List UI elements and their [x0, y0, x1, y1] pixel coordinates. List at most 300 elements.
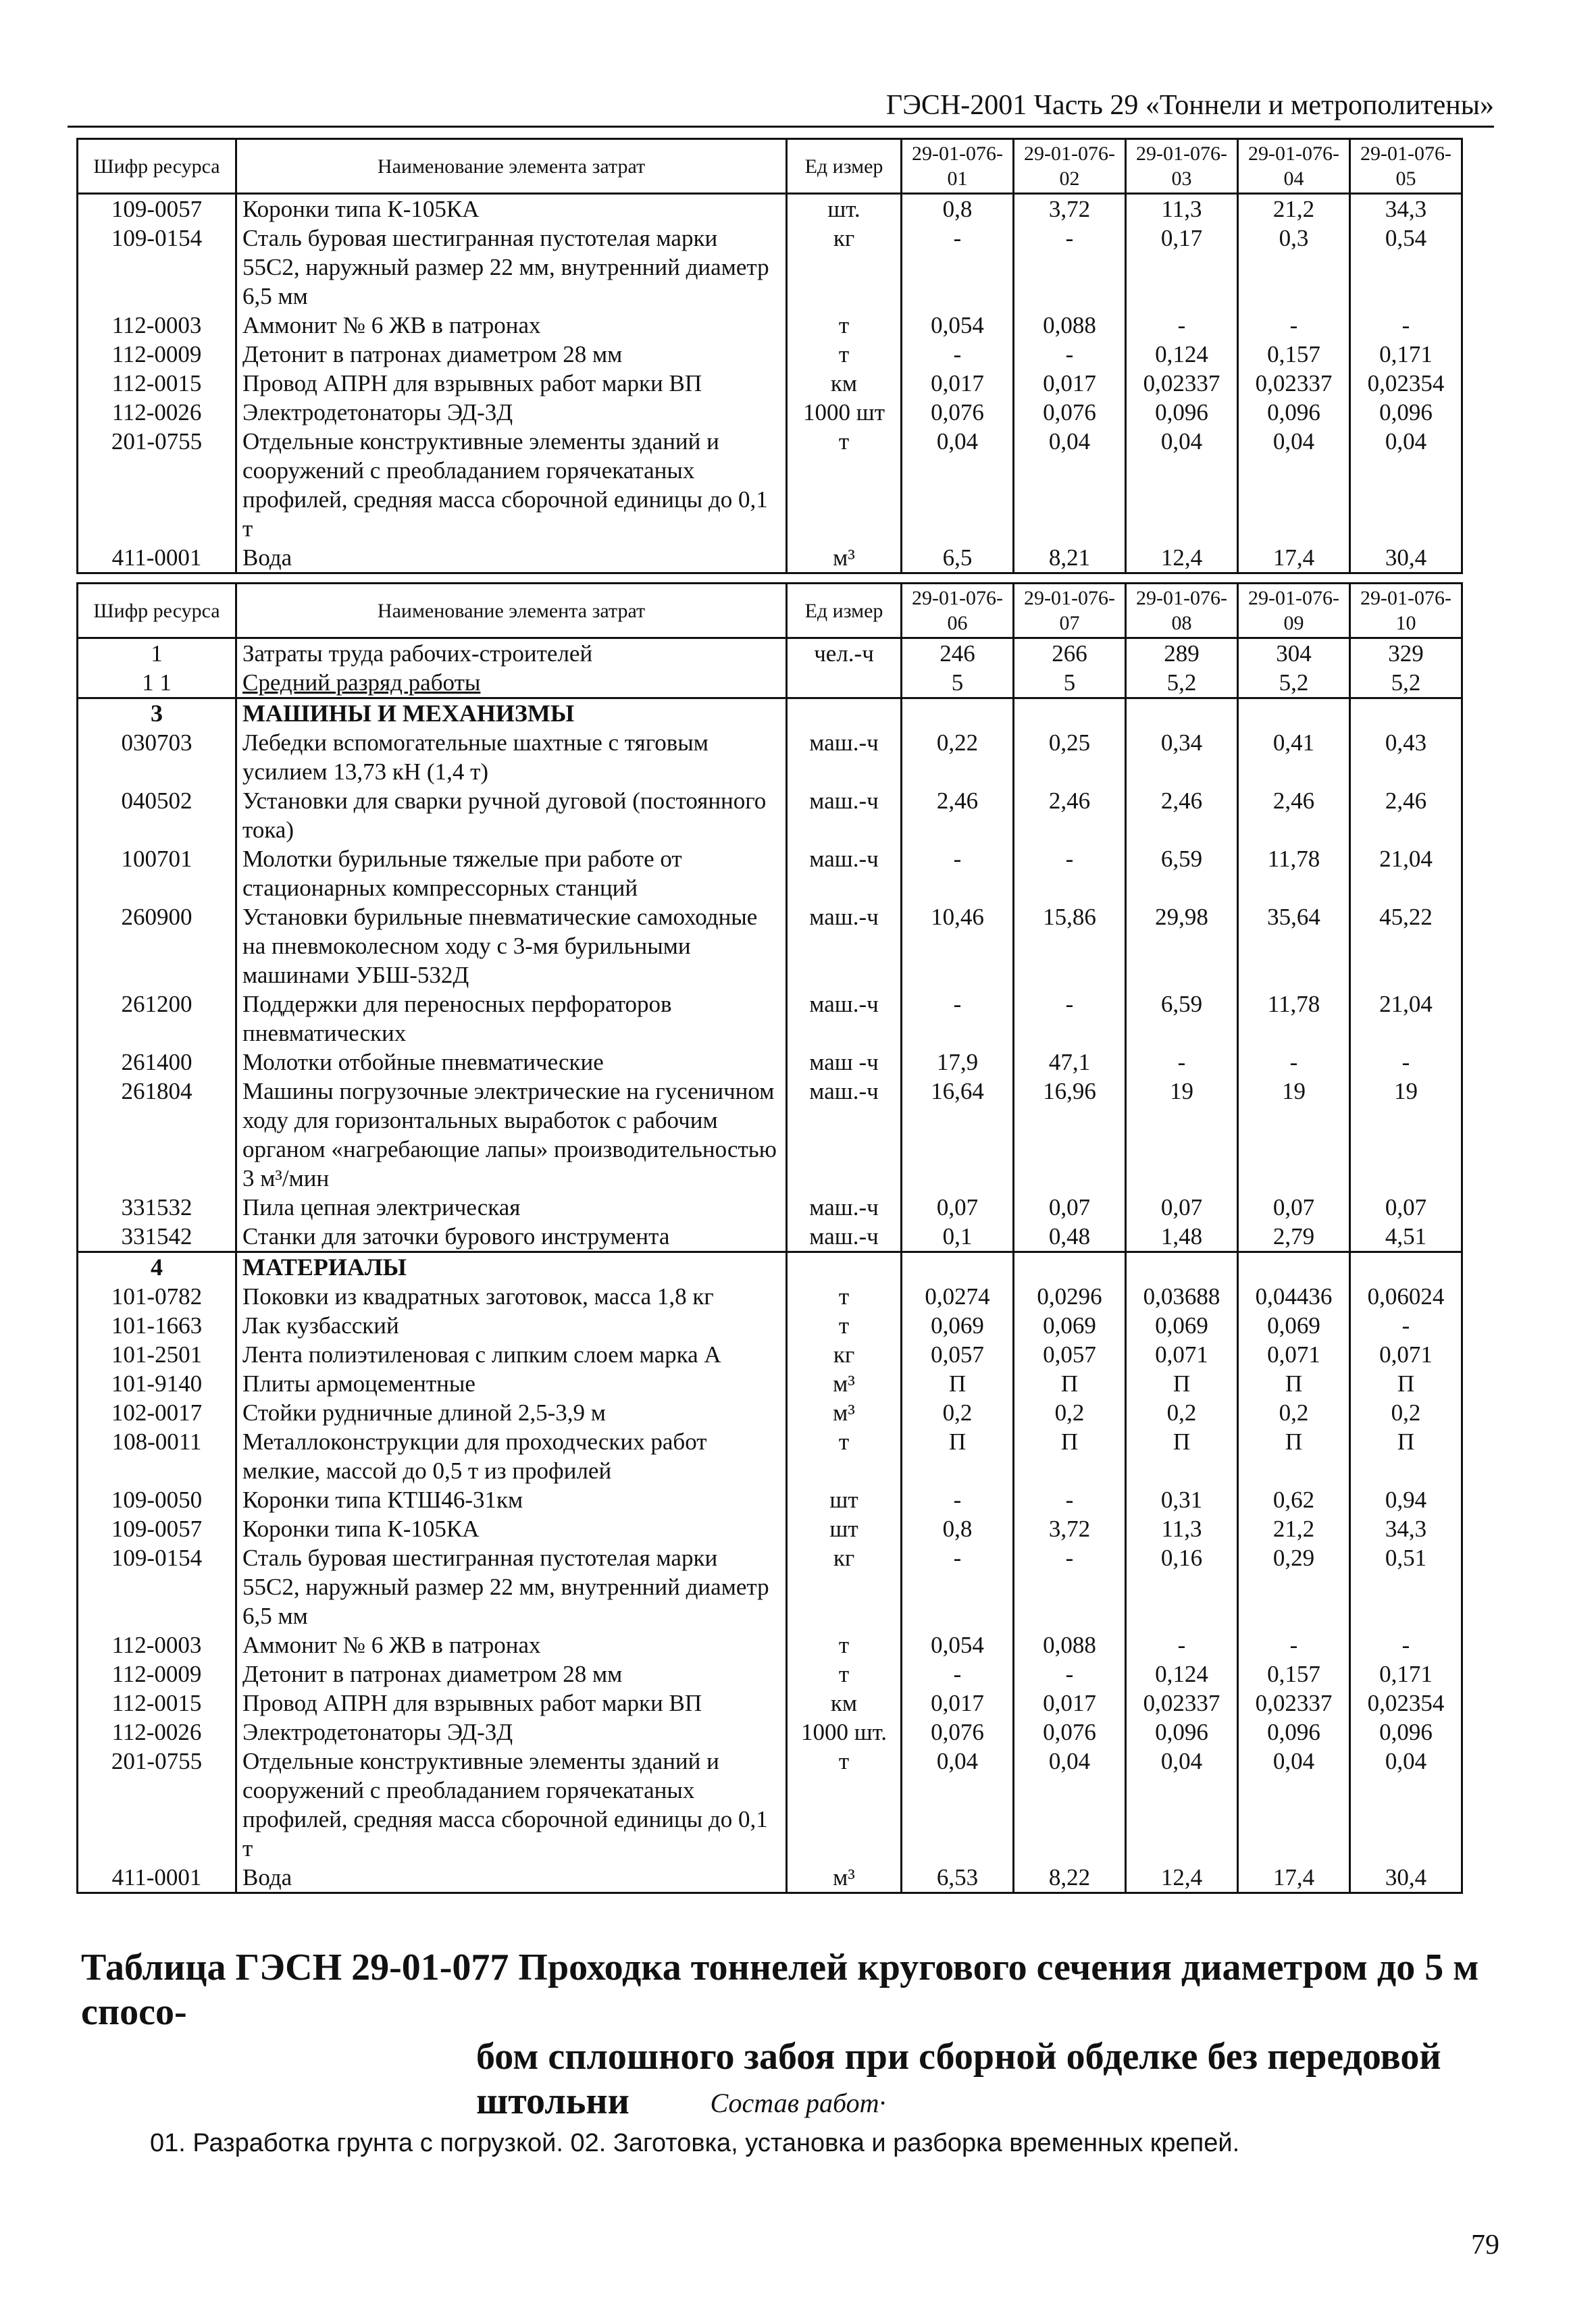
- table-row: [78, 1222, 1462, 1252]
- norm-value: 0,48: [1014, 1222, 1126, 1252]
- header-rule: [68, 126, 1494, 128]
- norm-value: 0,076: [1014, 1718, 1126, 1747]
- column-header: 29-01-076-02: [1014, 139, 1126, 194]
- norm-value: 6,59: [1126, 844, 1238, 902]
- norm-value: 0,069: [1014, 1311, 1126, 1340]
- empty-cell: [1014, 698, 1126, 729]
- norm-value: П: [902, 1427, 1014, 1485]
- resource-code: 112-0009: [78, 1660, 236, 1689]
- section-title: МАШИНЫ И МЕХАНИЗМЫ: [236, 698, 787, 729]
- resource-code: 261804: [78, 1077, 236, 1193]
- resource-name: Установки для сварки ручной дуговой (постоянного тока): [236, 786, 787, 844]
- norm-value: 0,3: [1238, 224, 1350, 311]
- empty-cell: [902, 698, 1014, 729]
- norm-value: 0,069: [1126, 1311, 1238, 1340]
- norm-value: 19: [1350, 1077, 1462, 1193]
- norm-value: П: [1238, 1369, 1350, 1398]
- column-header: 29-01-076-07: [1014, 584, 1126, 638]
- resource-code: 201-0755: [78, 427, 236, 543]
- norm-value: 0,2: [1126, 1398, 1238, 1427]
- norm-value: 0,03688: [1126, 1282, 1238, 1311]
- norm-value: 19: [1126, 1077, 1238, 1193]
- resource-code: 1 1: [78, 668, 236, 698]
- unit: маш.-ч: [787, 786, 902, 844]
- column-header: 29-01-076-01: [902, 139, 1014, 194]
- norm-value: П: [1014, 1369, 1126, 1398]
- column-header: 29-01-076-09: [1238, 584, 1350, 638]
- section-title: МАТЕРИАЛЫ: [236, 1252, 787, 1283]
- norm-value: 17,9: [902, 1048, 1014, 1077]
- resource-code: 108-0011: [78, 1427, 236, 1485]
- table-row: [78, 194, 1462, 224]
- table-row: [78, 543, 1462, 573]
- norm-value: 0,069: [902, 1311, 1014, 1340]
- resource-code: 101-1663: [78, 1311, 236, 1340]
- unit: м³: [787, 1398, 902, 1427]
- norm-value: 16,64: [902, 1077, 1014, 1193]
- resource-name: Отдельные конструктивные элементы зданий и сооружений с преобладанием горячекатаных профилей, средняя масса сборочной единицы до 0,1 т: [236, 1747, 787, 1863]
- table-row: [78, 1485, 1462, 1514]
- table-row: [78, 1863, 1462, 1893]
- norm-value: 6,59: [1126, 989, 1238, 1048]
- resource-code: 201-0755: [78, 1747, 236, 1863]
- norm-value: 45,22: [1350, 902, 1462, 989]
- resource-name: Детонит в патронах диаметром 28 мм: [236, 340, 787, 369]
- unit: м³: [787, 1863, 902, 1893]
- norm-value: 12,4: [1126, 543, 1238, 573]
- table-header-row: [78, 584, 1462, 638]
- norm-value: 0,096: [1350, 1718, 1462, 1747]
- table-row: [78, 340, 1462, 369]
- norm-value: 21,2: [1238, 194, 1350, 224]
- resource-table-076-01-05: [76, 138, 1463, 574]
- resource-name: Лента полиэтиленовая с липким слоем марка А: [236, 1340, 787, 1369]
- norm-value: 3,72: [1014, 1514, 1126, 1543]
- norm-value: 0,017: [902, 369, 1014, 398]
- norm-value: 0,054: [902, 1630, 1014, 1660]
- resource-name: Детонит в патронах диаметром 28 мм: [236, 1660, 787, 1689]
- norm-value: 0,096: [1238, 398, 1350, 427]
- unit: маш.-ч: [787, 728, 902, 786]
- resource-code: 260900: [78, 902, 236, 989]
- unit: маш.-ч: [787, 1077, 902, 1193]
- norm-value: 0,04: [902, 1747, 1014, 1863]
- unit: км: [787, 1689, 902, 1718]
- norm-value: 3,72: [1014, 194, 1126, 224]
- norm-value: 0,096: [1350, 398, 1462, 427]
- column-header: 29-01-076-10: [1350, 584, 1462, 638]
- norm-value: 8,22: [1014, 1863, 1126, 1893]
- resource-code: 112-0026: [78, 1718, 236, 1747]
- norm-value: 0,02337: [1238, 369, 1350, 398]
- unit: т: [787, 311, 902, 340]
- empty-cell: [902, 1252, 1014, 1283]
- norm-value: 0,157: [1238, 340, 1350, 369]
- resource-code: 411-0001: [78, 1863, 236, 1893]
- unit: т: [787, 427, 902, 543]
- table-row: [78, 369, 1462, 398]
- resource-name: Машины погрузочные электрические на гусеничном ходу для горизонтальных выработок с рабочим органом «нагребающие лапы» производительностью 3 м³/мин: [236, 1077, 787, 1193]
- empty-cell: [1126, 698, 1238, 729]
- resource-name: Коронки типа КТШ46-31км: [236, 1485, 787, 1514]
- table-row: [78, 1398, 1462, 1427]
- norm-value: 0,124: [1126, 1660, 1238, 1689]
- norm-value: 1,48: [1126, 1222, 1238, 1252]
- table-row: [78, 668, 1462, 698]
- unit: чел.-ч: [787, 638, 902, 669]
- norm-value: 34,3: [1350, 1514, 1462, 1543]
- norm-value: 0,04: [1014, 427, 1126, 543]
- norm-value: 304: [1238, 638, 1350, 669]
- norm-value: 0,2: [1014, 1398, 1126, 1427]
- norm-value: 12,4: [1126, 1863, 1238, 1893]
- resource-code: 112-0003: [78, 311, 236, 340]
- composition-title: Состав работ·: [710, 2088, 886, 2118]
- empty-cell: [1238, 1252, 1350, 1283]
- unit: маш.-ч: [787, 844, 902, 902]
- norm-value: 0,43: [1350, 728, 1462, 786]
- norm-value: 0,04: [1350, 427, 1462, 543]
- norm-value: -: [1014, 1660, 1126, 1689]
- norm-value: -: [1014, 1485, 1126, 1514]
- unit: т: [787, 1311, 902, 1340]
- norm-value: -: [1350, 1311, 1462, 1340]
- resource-code: 109-0057: [78, 194, 236, 224]
- table-row: [78, 1369, 1462, 1398]
- resource-code: 040502: [78, 786, 236, 844]
- norm-value: -: [1126, 1048, 1238, 1077]
- norm-value: П: [902, 1369, 1014, 1398]
- norm-value: 0,096: [1126, 1718, 1238, 1747]
- resource-name: Средний разряд работы: [236, 668, 787, 698]
- norm-value: 5,2: [1350, 668, 1462, 698]
- table-row: [78, 398, 1462, 427]
- section-row: [78, 698, 1462, 729]
- norm-value: 5: [902, 668, 1014, 698]
- unit: шт: [787, 1514, 902, 1543]
- norm-value: 0,41: [1238, 728, 1350, 786]
- resource-name: Затраты труда рабочих-строителей: [236, 638, 787, 669]
- norm-value: П: [1350, 1369, 1462, 1398]
- resource-code: 101-2501: [78, 1340, 236, 1369]
- resource-code: 331542: [78, 1222, 236, 1252]
- resource-code: 112-0003: [78, 1630, 236, 1660]
- column-header: 29-01-076-06: [902, 584, 1014, 638]
- table-row: [78, 1718, 1462, 1747]
- column-header: Ед измер: [787, 139, 902, 194]
- resource-code: 112-0015: [78, 369, 236, 398]
- column-header: Шифр ресурса: [78, 139, 236, 194]
- norm-value: 0,096: [1238, 1718, 1350, 1747]
- table-header-row: [78, 139, 1462, 194]
- norm-value: 10,46: [902, 902, 1014, 989]
- resource-name: Сталь буровая шестигранная пустотелая марки 55С2, наружный размер 22 мм, внутренний диаметр 6,5 мм: [236, 224, 787, 311]
- resource-name: Лак кузбасский: [236, 1311, 787, 1340]
- norm-value: 0,07: [1350, 1193, 1462, 1222]
- norm-value: 11,78: [1238, 989, 1350, 1048]
- norm-value: 2,46: [902, 786, 1014, 844]
- norm-value: 0,04: [1350, 1747, 1462, 1863]
- unit: маш.-ч: [787, 989, 902, 1048]
- section-row: [78, 1252, 1462, 1283]
- norm-value: 0,054: [902, 311, 1014, 340]
- norm-value: 11,3: [1126, 194, 1238, 224]
- norm-value: -: [1014, 1543, 1126, 1630]
- resource-name: Коронки типа К-105КА: [236, 1514, 787, 1543]
- norm-value: -: [902, 1543, 1014, 1630]
- page-number: 79: [1471, 2230, 1499, 2261]
- norm-value: 0,2: [1238, 1398, 1350, 1427]
- resource-code: 109-0154: [78, 224, 236, 311]
- norm-value: 0,071: [1126, 1340, 1238, 1369]
- norm-value: 0,076: [1014, 398, 1126, 427]
- norm-value: 0,157: [1238, 1660, 1350, 1689]
- table-row: [78, 224, 1462, 311]
- resource-name: Отдельные конструктивные элементы зданий и сооружений с преобладанием горячекатаных профилей, средняя масса сборочной единицы до 0,1 т: [236, 427, 787, 543]
- norm-value: -: [902, 844, 1014, 902]
- resource-name: Поковки из квадратных заготовок, масса 1,8 кг: [236, 1282, 787, 1311]
- norm-value: 329: [1350, 638, 1462, 669]
- table-row: [78, 1689, 1462, 1718]
- unit: м³: [787, 1369, 902, 1398]
- empty-cell: [1126, 1252, 1238, 1283]
- table-row: [78, 1514, 1462, 1543]
- unit: т: [787, 1282, 902, 1311]
- norm-value: 0,8: [902, 1514, 1014, 1543]
- resource-code: 101-9140: [78, 1369, 236, 1398]
- empty-cell: [1238, 698, 1350, 729]
- resource-code: 102-0017: [78, 1398, 236, 1427]
- norm-value: -: [1014, 989, 1126, 1048]
- norm-value: 0,071: [1350, 1340, 1462, 1369]
- norm-value: 11,78: [1238, 844, 1350, 902]
- unit: т: [787, 1630, 902, 1660]
- norm-value: -: [1238, 1048, 1350, 1077]
- norm-value: -: [1238, 1630, 1350, 1660]
- unit: км: [787, 369, 902, 398]
- norm-value: 0,096: [1126, 398, 1238, 427]
- norm-value: -: [1014, 340, 1126, 369]
- norm-value: П: [1350, 1427, 1462, 1485]
- norm-value: 0,2: [1350, 1398, 1462, 1427]
- unit: кг: [787, 224, 902, 311]
- composition-text: 01. Разработка грунта с погрузкой. 02. Заготовка, установка и разборка временных крепей.: [150, 2129, 1240, 2157]
- table-row: [78, 1747, 1462, 1863]
- resource-name: Стойки рудничные длиной 2,5-3,9 м: [236, 1398, 787, 1427]
- table-row: [78, 1282, 1462, 1311]
- resource-name: Электродетонаторы ЭД-3Д: [236, 398, 787, 427]
- table-row: [78, 1193, 1462, 1222]
- resource-name: Металлоконструкции для проходческих работ мелкие, массой до 0,5 т из профилей: [236, 1427, 787, 1485]
- norm-value: 0,25: [1014, 728, 1126, 786]
- norm-value: 21,04: [1350, 989, 1462, 1048]
- norm-value: -: [1350, 1630, 1462, 1660]
- table-title-line: штольни: [476, 2080, 629, 2122]
- unit: маш -ч: [787, 1048, 902, 1077]
- table-row: [78, 989, 1462, 1048]
- norm-value: 246: [902, 638, 1014, 669]
- norm-value: 0,02354: [1350, 1689, 1462, 1718]
- norm-value: 0,1: [902, 1222, 1014, 1252]
- resource-name: Коронки типа К-105КА: [236, 194, 787, 224]
- norm-value: 0,088: [1014, 311, 1126, 340]
- norm-value: 0,088: [1014, 1630, 1126, 1660]
- resource-code: 261200: [78, 989, 236, 1048]
- unit: 1000 шт.: [787, 1718, 902, 1747]
- resource-name: Пила цепная электрическая: [236, 1193, 787, 1222]
- resource-code: 109-0154: [78, 1543, 236, 1630]
- unit: т: [787, 1747, 902, 1863]
- norm-value: 34,3: [1350, 194, 1462, 224]
- empty-cell: [1350, 698, 1462, 729]
- table-row: [78, 1340, 1462, 1369]
- empty-cell: [787, 698, 902, 729]
- norm-value: 8,21: [1014, 543, 1126, 573]
- norm-value: 2,46: [1238, 786, 1350, 844]
- norm-value: 5: [1014, 668, 1126, 698]
- norm-value: 0,04: [902, 427, 1014, 543]
- table-title-line: Таблица ГЭСН 29-01-077 Проходка тоннелей кругового сечения диаметром до 5 м спосо-: [81, 1947, 1479, 2033]
- norm-value: 0,04: [1238, 427, 1350, 543]
- norm-value: 0,04: [1126, 1747, 1238, 1863]
- norm-value: 2,79: [1238, 1222, 1350, 1252]
- norm-value: -: [1126, 1630, 1238, 1660]
- unit: т: [787, 1660, 902, 1689]
- table-row: [78, 1543, 1462, 1630]
- norm-value: 0,16: [1126, 1543, 1238, 1630]
- table-row: [78, 844, 1462, 902]
- norm-value: П: [1238, 1427, 1350, 1485]
- column-header: Шифр ресурса: [78, 584, 236, 638]
- column-header: Ед измер: [787, 584, 902, 638]
- resource-code: 101-0782: [78, 1282, 236, 1311]
- norm-value: 0,07: [1126, 1193, 1238, 1222]
- resource-name: Провод АПРН для взрывных работ марки ВП: [236, 369, 787, 398]
- unit: маш.-ч: [787, 1222, 902, 1252]
- table-title-line: бом сплошного забоя при сборной обделке без передовой: [476, 2036, 1441, 2078]
- section-code: 4: [78, 1252, 236, 1283]
- resource-name: Электродетонаторы ЭД-3Д: [236, 1718, 787, 1747]
- norm-value: 0,04: [1014, 1747, 1126, 1863]
- norm-value: 0,62: [1238, 1485, 1350, 1514]
- norm-value: -: [902, 989, 1014, 1048]
- norm-value: 0,017: [1014, 1689, 1126, 1718]
- norm-value: -: [1350, 311, 1462, 340]
- section-code: 3: [78, 698, 236, 729]
- table-row: [78, 1630, 1462, 1660]
- norm-value: 15,86: [1014, 902, 1126, 989]
- norm-value: 266: [1014, 638, 1126, 669]
- resource-name: Лебедки вспомогательные шахтные с тяговым усилием 13,73 кН (1,4 т): [236, 728, 787, 786]
- norm-value: 0,0296: [1014, 1282, 1126, 1311]
- norm-value: 2,46: [1350, 786, 1462, 844]
- norm-value: -: [902, 340, 1014, 369]
- norm-value: 30,4: [1350, 543, 1462, 573]
- running-header: ГЭСН-2001 Часть 29 «Тоннели и метрополитены»: [885, 90, 1494, 121]
- norm-value: -: [1350, 1048, 1462, 1077]
- norm-value: -: [1014, 224, 1126, 311]
- resource-name: Установки бурильные пневматические самоходные на пневмоколесном ходу с 3-мя бурильными машинами УБШ-532Д: [236, 902, 787, 989]
- unit: шт: [787, 1485, 902, 1514]
- norm-value: 4,51: [1350, 1222, 1462, 1252]
- resource-name: Станки для заточки бурового инструмента: [236, 1222, 787, 1252]
- norm-value: 0,02337: [1238, 1689, 1350, 1718]
- norm-value: 289: [1126, 638, 1238, 669]
- resource-name: Провод АПРН для взрывных работ марки ВП: [236, 1689, 787, 1718]
- norm-value: 0,171: [1350, 1660, 1462, 1689]
- norm-value: 47,1: [1014, 1048, 1126, 1077]
- unit: т: [787, 340, 902, 369]
- norm-value: -: [902, 1660, 1014, 1689]
- resource-name: Вода: [236, 543, 787, 573]
- unit: м³: [787, 543, 902, 573]
- table-row: [78, 638, 1462, 669]
- table-row: [78, 728, 1462, 786]
- norm-value: -: [902, 224, 1014, 311]
- norm-value: 0,171: [1350, 340, 1462, 369]
- norm-value: 0,94: [1350, 1485, 1462, 1514]
- norm-value: 0,04: [1126, 427, 1238, 543]
- resource-code: 109-0050: [78, 1485, 236, 1514]
- norm-value: 0,07: [1014, 1193, 1126, 1222]
- resource-name: Аммонит № 6 ЖВ в патронах: [236, 1630, 787, 1660]
- column-header: 29-01-076-08: [1126, 584, 1238, 638]
- empty-cell: [1014, 1252, 1126, 1283]
- resource-name: Плиты армоцементные: [236, 1369, 787, 1398]
- column-header: 29-01-076-04: [1238, 139, 1350, 194]
- column-header: Наименование элемента затрат: [236, 584, 787, 638]
- norm-value: 0,51: [1350, 1543, 1462, 1630]
- norm-value: П: [1014, 1427, 1126, 1485]
- norm-value: 2,46: [1126, 786, 1238, 844]
- resource-name: Аммонит № 6 ЖВ в патронах: [236, 311, 787, 340]
- resource-code: 109-0057: [78, 1514, 236, 1543]
- norm-value: 0,04436: [1238, 1282, 1350, 1311]
- column-header: 29-01-076-05: [1350, 139, 1462, 194]
- norm-value: 0,02354: [1350, 369, 1462, 398]
- unit: кг: [787, 1340, 902, 1369]
- norm-value: 0,31: [1126, 1485, 1238, 1514]
- norm-value: 0,07: [902, 1193, 1014, 1222]
- resource-name: Поддержки для переносных перфораторов пневматических: [236, 989, 787, 1048]
- resource-name: Сталь буровая шестигранная пустотелая марки 55С2, наружный размер 22 мм, внутренний диаметр 6,5 мм: [236, 1543, 787, 1630]
- norm-value: 0,069: [1238, 1311, 1350, 1340]
- column-header: Наименование элемента затрат: [236, 139, 787, 194]
- norm-value: 0,8: [902, 194, 1014, 224]
- resource-code: 030703: [78, 728, 236, 786]
- resource-name: Молотки отбойные пневматические: [236, 1048, 787, 1077]
- norm-value: 30,4: [1350, 1863, 1462, 1893]
- resource-code: 411-0001: [78, 543, 236, 573]
- norm-value: 0,076: [902, 398, 1014, 427]
- table-row: [78, 1427, 1462, 1485]
- table-row: [78, 1660, 1462, 1689]
- table-row: [78, 1077, 1462, 1193]
- table-row: [78, 311, 1462, 340]
- norm-value: 35,64: [1238, 902, 1350, 989]
- norm-value: П: [1126, 1369, 1238, 1398]
- norm-value: 0,017: [1014, 369, 1126, 398]
- norm-value: 19: [1238, 1077, 1350, 1193]
- resource-name: Вода: [236, 1863, 787, 1893]
- resource-code: 100701: [78, 844, 236, 902]
- norm-value: -: [902, 1485, 1014, 1514]
- norm-value: 0,29: [1238, 1543, 1350, 1630]
- norm-value: 0,34: [1126, 728, 1238, 786]
- norm-value: 0,0274: [902, 1282, 1014, 1311]
- table-row: [78, 1311, 1462, 1340]
- norm-value: 0,057: [1014, 1340, 1126, 1369]
